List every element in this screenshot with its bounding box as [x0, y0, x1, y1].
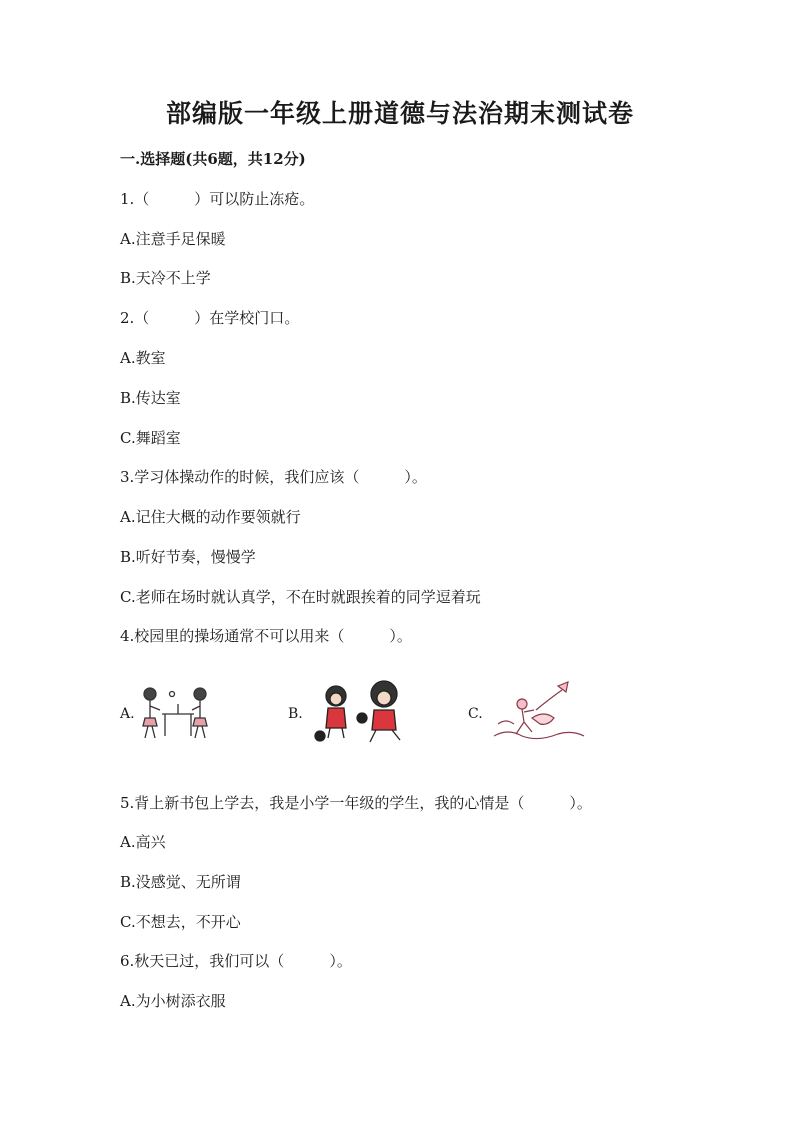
question-2: 2.（ ）在学校门口。 — [120, 309, 300, 327]
question-1: 1.（ ）可以防止冻疮。 — [120, 190, 315, 208]
question-4: 4.校园里的操场通常不可以用来（ ）。 — [120, 627, 412, 645]
page-title: 部编版一年级上册道德与法治期末测试卷 — [165, 99, 634, 128]
option-5a: A.高兴 — [120, 833, 166, 851]
picture-option-b-label: B. — [288, 706, 303, 722]
basketball-players-icon — [306, 680, 416, 746]
question-5: 5.背上新书包上学去，我是小学一年级的学生，我的心情是（ ）。 — [120, 794, 592, 812]
option-2b: B.传达室 — [120, 389, 181, 407]
kite-flying-icon — [488, 680, 588, 746]
option-6a: A.为小树添衣服 — [120, 992, 226, 1010]
question-4-pictures — [120, 680, 580, 750]
option-1a: A.注意手足保暖 — [120, 230, 226, 248]
option-5c: C.不想去，不开心 — [120, 913, 241, 931]
picture-option-c-label: C. — [468, 706, 483, 722]
question-6: 6.秋天已过，我们可以（ ）。 — [120, 952, 352, 970]
option-3a: A.记住大概的动作要领就行 — [120, 508, 301, 526]
picture-option-a-label: A. — [120, 706, 135, 722]
ping-pong-players-icon — [138, 680, 218, 746]
option-3c: C.老师在场时就认真学，不在时就跟挨着的同学逗着玩 — [120, 588, 481, 606]
option-1b: B.天冷不上学 — [120, 269, 211, 287]
question-3: 3.学习体操动作的时候，我们应该（ ）。 — [120, 468, 427, 486]
option-5b: B.没感觉、无所谓 — [120, 873, 241, 891]
option-2c: C.舞蹈室 — [120, 429, 181, 447]
option-3b: B.听好节奏，慢慢学 — [120, 548, 256, 566]
section-heading: 一.选择题(共6题，共12分) — [120, 150, 306, 168]
option-2a: A.教室 — [120, 349, 166, 367]
